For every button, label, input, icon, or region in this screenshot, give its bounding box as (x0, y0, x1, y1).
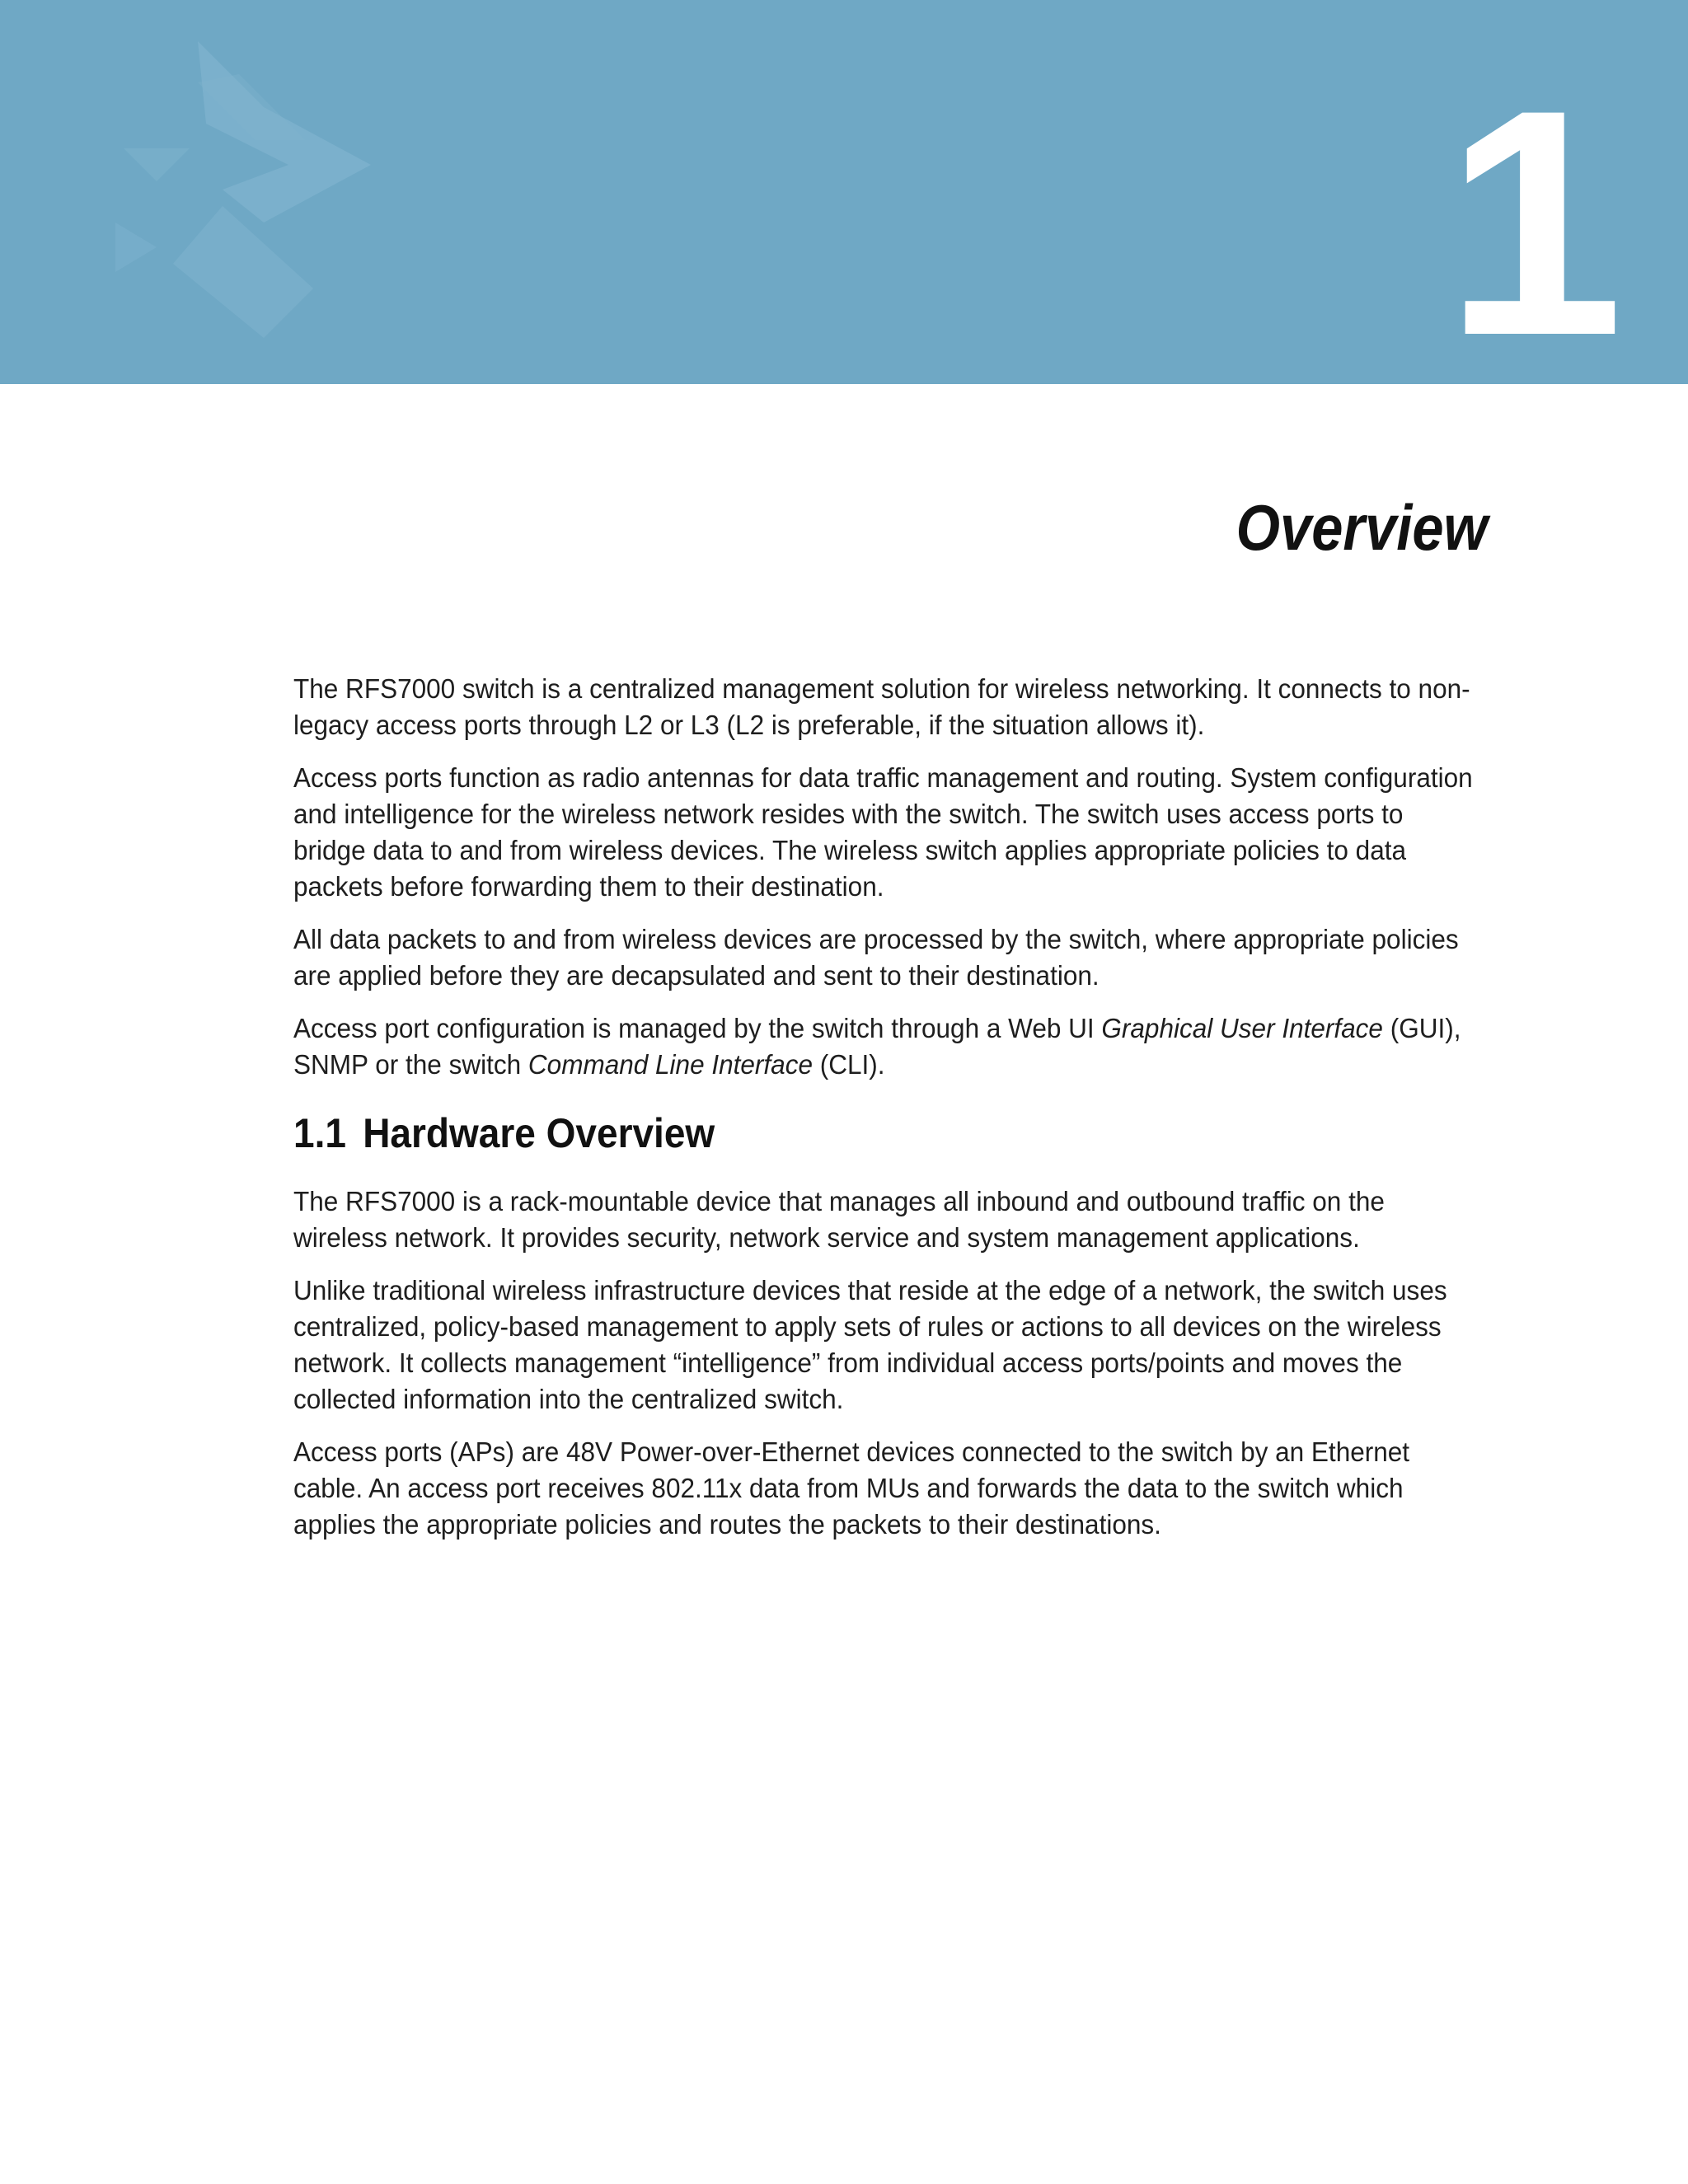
chapter-number: 1 (1445, 43, 1615, 384)
section-body (293, 1183, 1480, 1543)
section-heading (293, 1108, 1386, 1159)
paragraph-text: The RFS7000 is a rack-mountable device that manages all inbound and outbound traffic on the wireless network. It provides security, network service and system management applications. (293, 1186, 1385, 1253)
paragraph-text: (CLI). (813, 1049, 885, 1080)
section-title: Hardware Overview (363, 1110, 715, 1156)
paragraph-text: All data packets to and from wireless devices are processed by the switch, where appropriate policies are applied before they are decapsulated and sent to their destination. (293, 924, 1459, 991)
paragraph (293, 1434, 1482, 1543)
chapter-banner (0, 0, 1688, 384)
paragraph-text: Access ports (APs) are 48V Power-over-Ethernet devices connected to the switch by an Ethernet cable. An access port receives 802.11x data from MUs and forwards the data to the switch which applies the appropriate policies and routes the packets to their destinations. (293, 1436, 1410, 1540)
paragraph-text: The RFS7000 switch is a centralized management solution for wireless networking. It connects to non-legacy access ports through L2 or L3 (L2 is preferable, if the situation allows it). (293, 673, 1470, 740)
paragraph (293, 1183, 1482, 1256)
italic-term: Graphical User Interface (1101, 1013, 1383, 1043)
section-number: 1.1 (293, 1110, 346, 1156)
paragraph-text: Access port configuration is managed by the switch through a Web UI (293, 1013, 1102, 1043)
paragraph (293, 760, 1482, 905)
chapter-title: Overview (1236, 491, 1488, 564)
paragraph (293, 921, 1482, 994)
chevron-arrows-watermark-icon (99, 25, 396, 354)
paragraph (293, 671, 1482, 743)
paragraph (293, 1010, 1482, 1083)
paragraph (293, 1272, 1482, 1418)
paragraph-text: Access ports function as radio antennas for data traffic management and routing. System configuration and intelligence for the wireless network resides with the switch. The switch uses access ports to bridge data to and from wireless devices. The wireless switch applies appropriate policies to data packets before forwarding them to their destination. (293, 762, 1473, 902)
italic-term: Command Line Interface (528, 1049, 814, 1080)
paragraph-text: Unlike traditional wireless infrastructure devices that reside at the edge of a network, the switch uses centralized, policy-based management to apply sets of rules or actions to all devices on the wireless network. It collects management “intelligence” from individual access ports/points and moves the collected information into the centralized switch. (293, 1275, 1447, 1414)
chapter-body (293, 671, 1480, 1559)
paragraph-text: (GUI), SNMP or the switch (293, 1013, 1461, 1080)
intro-section (293, 671, 1480, 1083)
